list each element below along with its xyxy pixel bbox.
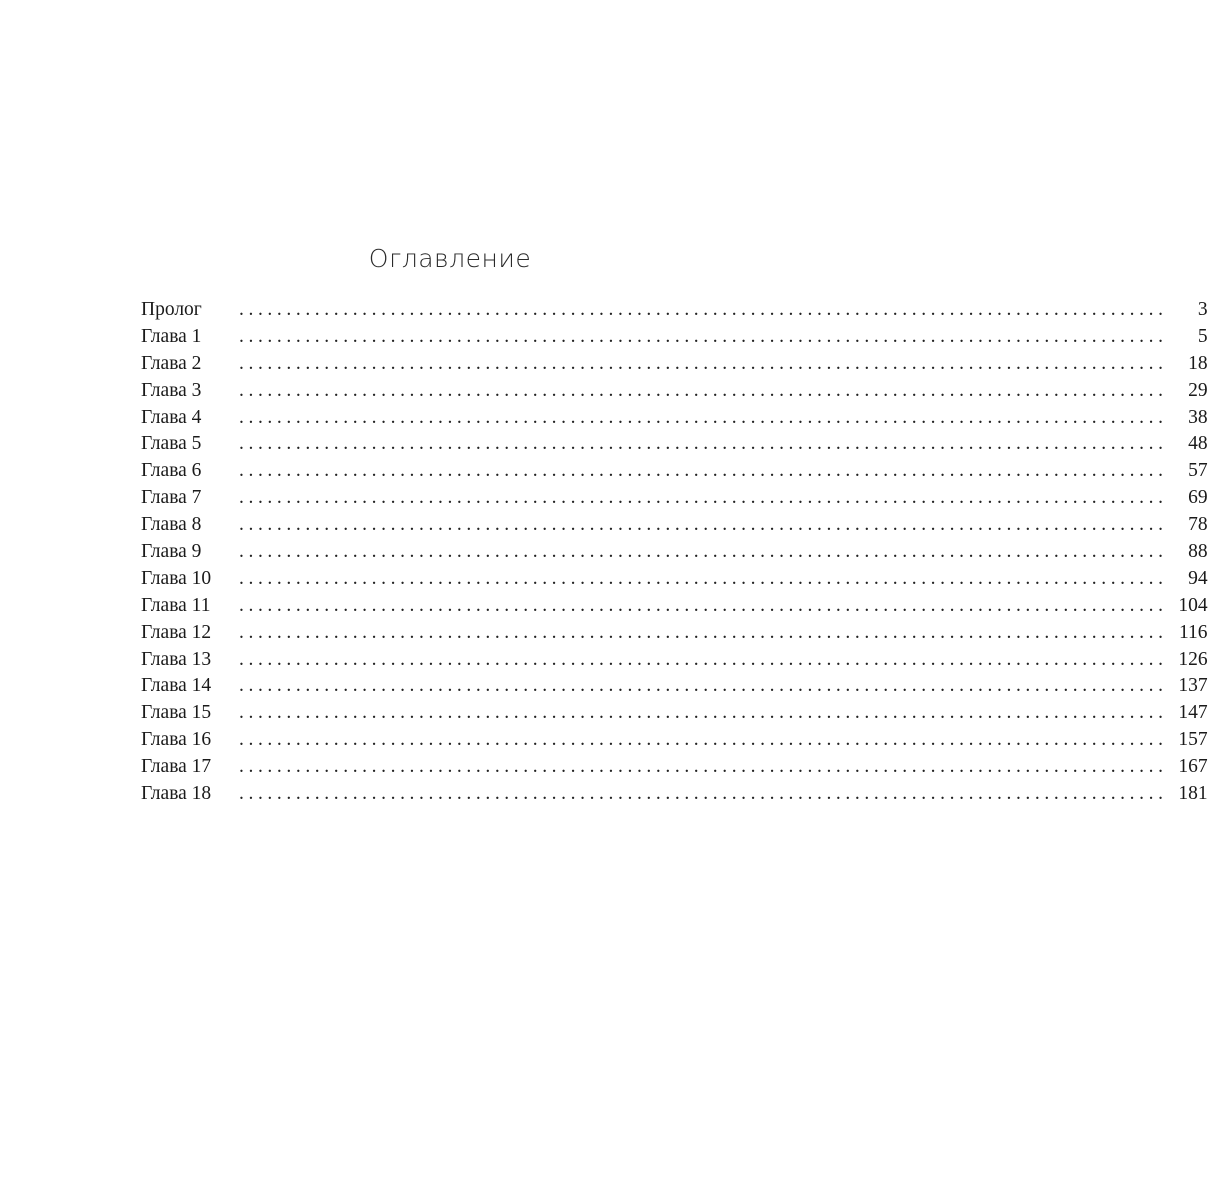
toc-entry-label: Глава 11 [141, 594, 211, 616]
toc-entry-label: Глава 5 [141, 433, 202, 455]
toc-entry-label: Глава 1 [141, 325, 202, 347]
toc-entry[interactable] [141, 620, 1208, 647]
dot-leader: .................................................................................................. [239, 594, 1168, 616]
toc-entry-label: Глава 3 [141, 379, 202, 401]
dot-leader: .................................................................................................. [239, 541, 1168, 563]
toc-entry-page: 104 [1178, 594, 1208, 616]
toc-entry[interactable] [141, 458, 1208, 485]
toc-entry-label: Глава 9 [141, 541, 202, 563]
dot-leader: .................................................................................................. [239, 729, 1168, 751]
toc-entry[interactable] [141, 539, 1208, 566]
toc-entry-page: 94 [1188, 567, 1208, 589]
dot-leader: .................................................................................................. [239, 325, 1168, 347]
toc-entry[interactable] [141, 512, 1208, 539]
dot-leader: .................................................................................................. [239, 460, 1168, 482]
toc-entry[interactable] [141, 378, 1208, 405]
dot-leader: .................................................................................................. [239, 352, 1168, 374]
toc-entry[interactable] [141, 351, 1208, 378]
toc-entry[interactable] [141, 324, 1208, 351]
toc-entry-label: Глава 10 [141, 567, 212, 589]
toc-entry-page: 88 [1188, 541, 1208, 563]
toc-entry-page: 5 [1197, 325, 1208, 347]
toc-entry-label: Глава 16 [141, 729, 212, 751]
toc-entry-label: Глава 17 [141, 756, 212, 778]
toc-entry-page: 157 [1178, 729, 1208, 751]
toc-entry-page: 3 [1197, 299, 1208, 320]
toc-entry[interactable] [141, 566, 1208, 593]
toc-entry[interactable] [141, 405, 1208, 432]
toc-entry[interactable] [141, 593, 1208, 620]
toc-entry-label: Пролог [141, 299, 202, 320]
toc-entry[interactable] [141, 647, 1208, 674]
toc-entry[interactable] [141, 431, 1208, 458]
dot-leader: .................................................................................................. [239, 702, 1168, 724]
dot-leader: .................................................................................................. [239, 675, 1168, 697]
toc-entry[interactable] [141, 700, 1208, 727]
toc-entry-page: 126 [1178, 648, 1208, 670]
toc-entry-page: 38 [1188, 406, 1208, 428]
toc-entry-label: Глава 13 [141, 648, 212, 670]
toc-entry-page: 48 [1188, 433, 1208, 455]
toc-entry-label: Глава 12 [141, 621, 212, 643]
dot-leader: .................................................................................................. [239, 433, 1168, 455]
toc-entry-page: 116 [1179, 621, 1208, 643]
toc-entry-page: 18 [1188, 352, 1208, 374]
dot-leader: .................................................................................................. [239, 648, 1168, 670]
toc-entry-label: Глава 4 [141, 406, 202, 428]
toc-entry-page: 69 [1188, 487, 1208, 509]
toc-entry[interactable] [141, 754, 1208, 781]
toc-entry-page: 137 [1178, 675, 1208, 697]
toc-entry-page: 78 [1188, 514, 1208, 536]
toc-entry[interactable] [141, 727, 1208, 754]
toc-entry-label: Глава 18 [141, 783, 212, 805]
toc-entry-page: 57 [1188, 460, 1208, 482]
toc-entry-label: Глава 15 [141, 702, 212, 724]
dot-leader: .................................................................................................. [239, 299, 1168, 320]
dot-leader: .................................................................................................. [239, 379, 1168, 401]
table-of-contents [141, 297, 1208, 808]
toc-entry-label: Глава 6 [141, 460, 202, 482]
toc-entry[interactable] [141, 297, 1208, 324]
dot-leader: .................................................................................................. [239, 621, 1168, 643]
toc-entry-page: 181 [1178, 783, 1208, 805]
dot-leader: .................................................................................................. [239, 756, 1168, 778]
toc-entry-page: 29 [1188, 379, 1208, 401]
dot-leader: .................................................................................................. [239, 567, 1168, 589]
toc-entry-page: 167 [1178, 756, 1208, 778]
page-title: Оглавление [368, 243, 532, 273]
toc-entry-page: 147 [1178, 702, 1208, 724]
toc-entry-label: Глава 14 [141, 675, 212, 697]
dot-leader: .................................................................................................. [239, 783, 1168, 805]
toc-entry-label: Глава 2 [141, 352, 202, 374]
toc-entry[interactable] [141, 673, 1208, 700]
toc-entry[interactable] [141, 781, 1208, 808]
toc-entry-label: Глава 8 [141, 514, 202, 536]
toc-entry[interactable] [141, 485, 1208, 512]
dot-leader: .................................................................................................. [239, 406, 1168, 428]
dot-leader: .................................................................................................. [239, 487, 1168, 509]
dot-leader: .................................................................................................. [239, 514, 1168, 536]
toc-entry-label: Глава 7 [141, 487, 202, 509]
